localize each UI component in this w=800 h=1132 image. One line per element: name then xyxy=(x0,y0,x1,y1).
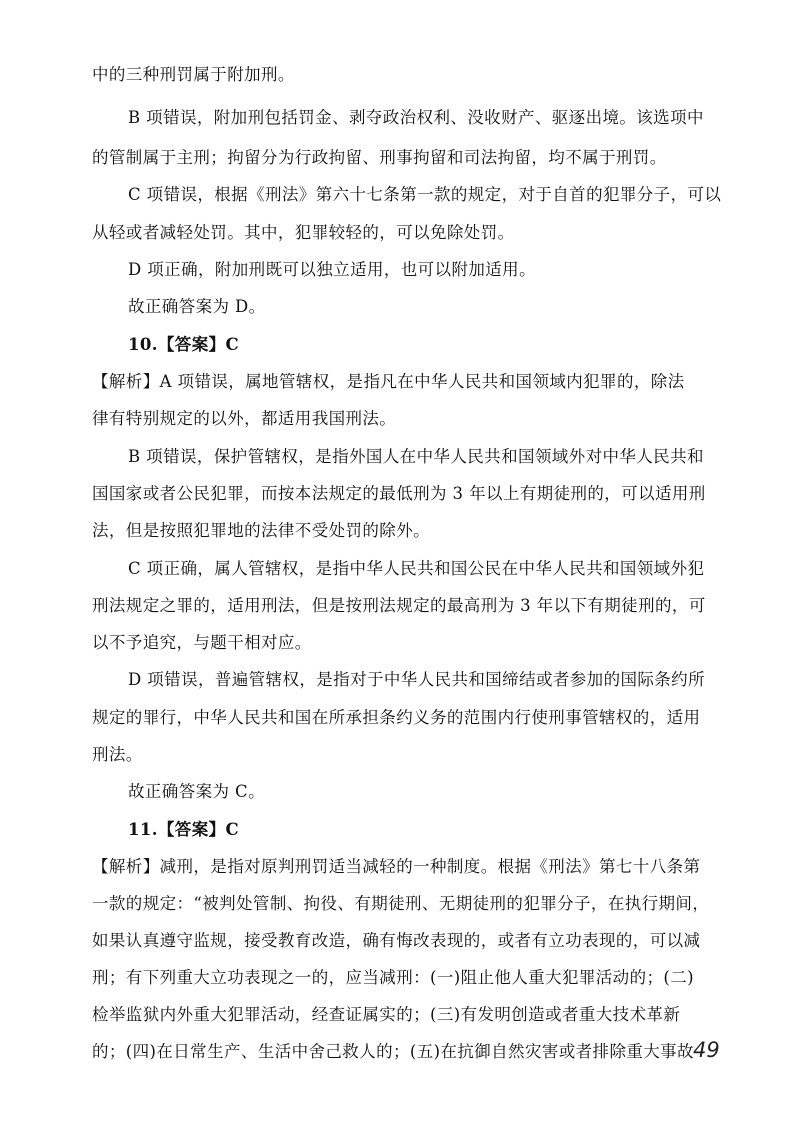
text-line-4: C 项错误，根据《刑法》第六十七条第一款的规定，对于自首的犯罪分子，可以 xyxy=(128,185,722,204)
text-line-12: 国国家或者公民犯罪，而按本法规定的最低刑为 3 年以上有期徒刑的，可以适用刑 xyxy=(92,484,706,503)
text-line-11: B 项错误，保护管辖权，是指外国人在中华人民共和国领域外对中华人民共和 xyxy=(128,447,704,466)
text-line-26: 检举监狱内外重大犯罪活动，经查证属实的；(三)有发明创造或者重大技术革新 xyxy=(92,1005,681,1024)
text-line-14: C 项正确，属人管辖权，是指中华人民共和国公民在中华人民共和国领域外犯 xyxy=(128,559,705,578)
text-line-25: 刑；有下列重大立功表现之一的，应当减刑：(一)阻止他人重大犯罪活动的；(二) xyxy=(92,968,694,987)
text-line-9: 【解析】A 项错误，属地管辖权，是指凡在中华人民共和国领域内犯罪的，除法 xyxy=(92,372,685,391)
text-line-20: 故正确答案为 C。 xyxy=(128,782,265,801)
text-line-16: 以不予追究，与题干相对应。 xyxy=(92,633,312,652)
text-line-10: 律有特别规定的以外，都适用我国刑法。 xyxy=(92,409,397,428)
text-line-3: 的管制属于主刑；拘留分为行政拘留、刑事拘留和司法拘留，均不属于刑罚。 xyxy=(92,148,667,167)
text-line-15: 刑法规定之罪的，适用刑法，但是按刑法规定的最高刑为 3 年以下有期徒刑的，可 xyxy=(92,596,706,615)
page-number: 49 xyxy=(693,1038,720,1062)
text-line-5: 从轻或者减轻处罚。其中，犯罪较轻的，可以免除处罚。 xyxy=(92,223,515,242)
text-line-18: 规定的罪行，中华人民共和国在所承担条约义务的范围内行使刑事管辖权的，适用 xyxy=(92,708,701,727)
text-line-7: 故正确答案为 D。 xyxy=(128,297,266,316)
answer-heading-11: 11.【答案】C xyxy=(128,820,240,839)
text-line-19: 刑法。 xyxy=(92,745,143,764)
text-line-17: D 项错误，普遍管辖权，是指对于中华人民共和国缔结或者参加的国际条约所 xyxy=(128,670,705,689)
text-line-13: 法，但是按照犯罪地的法律不受处罚的除外。 xyxy=(92,521,430,540)
text-line-24: 如果认真遵守监规，接受教育改造，确有悔改表现的，或者有立功表现的，可以减 xyxy=(92,931,701,950)
text-line-23: 一款的规定：“被判处管制、拘役、有期徒刑、无期徒刑的犯罪分子，在执行期间， xyxy=(92,894,710,913)
text-line-27: 的；(四)在日常生产、生活中舍己救人的；(五)在抗御自然灾害或者排除重大事故 xyxy=(92,1042,694,1061)
answer-heading-10: 10.【答案】C xyxy=(128,335,240,354)
text-line-6: D 项正确，附加刑既可以独立适用，也可以附加适用。 xyxy=(128,260,536,279)
text-line-1: 中的三种刑罚属于附加刑。 xyxy=(92,65,295,84)
text-line-2: B 项错误，附加刑包括罚金、剥夺政治权利、没收财产、驱逐出境。该选项中 xyxy=(128,108,704,127)
text-line-22: 【解析】减刑，是指对原判刑罚适当减轻的一种制度。根据《刑法》第七十八条第 xyxy=(92,857,701,876)
